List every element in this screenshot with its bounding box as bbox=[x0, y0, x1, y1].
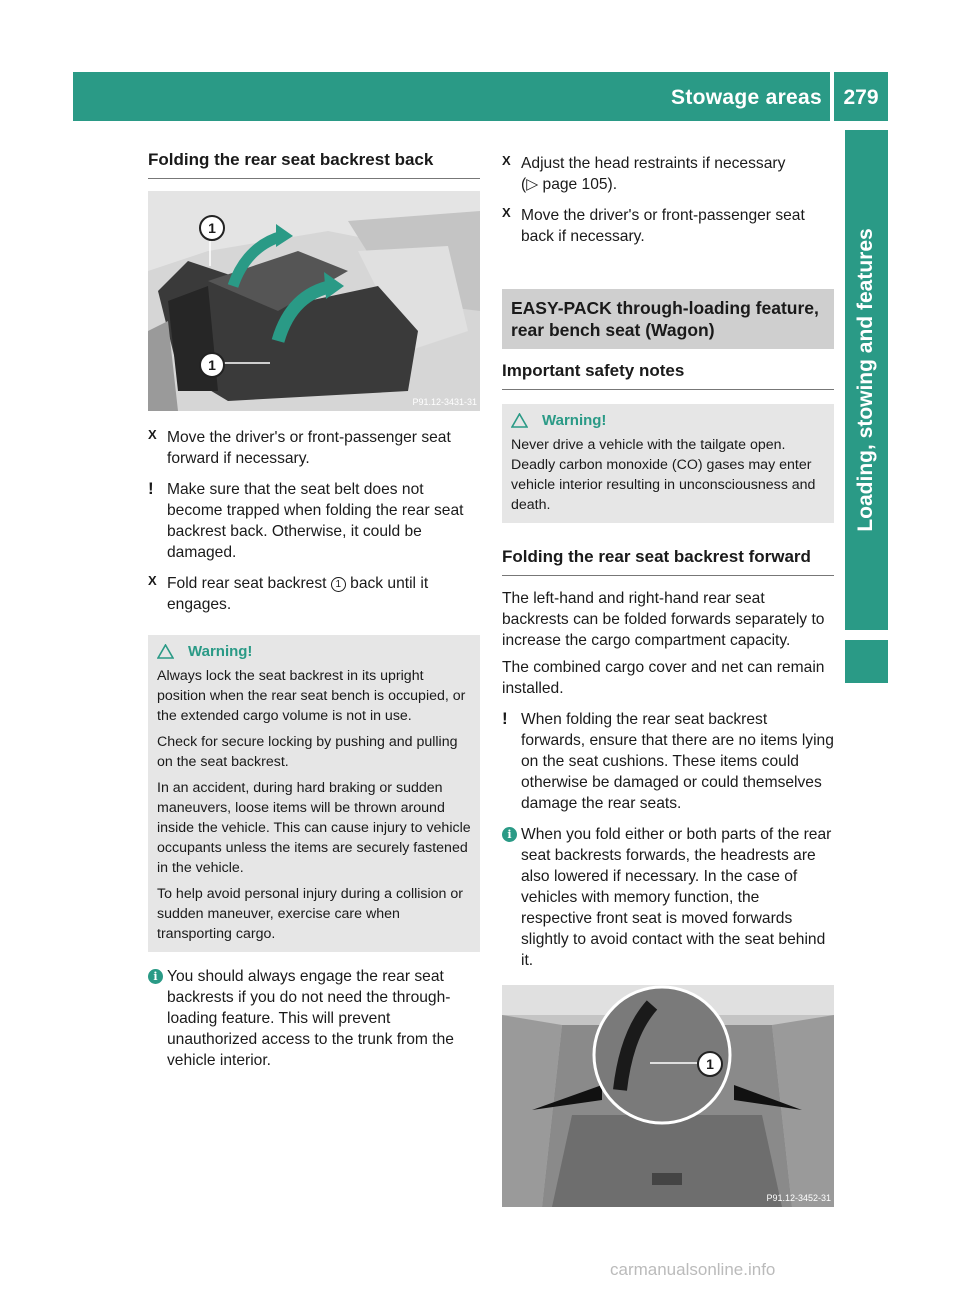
paragraph: The combined cargo cover and net can remain installed. bbox=[502, 659, 825, 697]
warning-box bbox=[148, 635, 480, 952]
note-seat-cushions bbox=[502, 709, 834, 814]
info-icon: i bbox=[148, 969, 163, 984]
warning-text: Check for secure locking by pushing and pulling on the seat backrest. bbox=[157, 734, 458, 770]
note-text: When folding the rear seat backrest forwards, ensure that there are no items lying on the seat cushions. These items could otherwise be damaged or could themselves damage the rear seats. bbox=[521, 711, 834, 812]
figure-code: P91.12-3452-31 bbox=[766, 1193, 831, 1203]
step-marker: X bbox=[502, 153, 511, 168]
info-headrests bbox=[502, 824, 834, 971]
step-text: Fold rear seat backrest 1 back until it engages. bbox=[167, 575, 429, 613]
chapter-marker bbox=[845, 640, 888, 683]
section-title: EASY-PACK through-loading feature, rear bench seat (Wagon) bbox=[511, 298, 819, 340]
cargo-compartment-illustration bbox=[502, 985, 834, 1207]
safety-heading: Important safety notes bbox=[502, 361, 834, 390]
step-text: Move the driver's or front-passenger seat forward if necessary. bbox=[167, 429, 451, 467]
warning-triangle-icon bbox=[511, 413, 528, 428]
warning-heading: Warning! bbox=[157, 643, 472, 660]
info-engage-backrests bbox=[148, 966, 480, 1071]
watermark: carmanualsonline.info bbox=[610, 1260, 776, 1279]
callout-ref: 1 bbox=[331, 577, 346, 592]
page-number: 279 bbox=[843, 86, 879, 109]
step-text: Adjust the head restraints if necessary (▷ page 105). bbox=[521, 155, 786, 193]
section-title-box bbox=[502, 289, 834, 349]
callout-1-bottom: 1 bbox=[199, 352, 225, 378]
step-move-seat-back bbox=[502, 205, 834, 247]
seat-backrest-illustration bbox=[148, 191, 480, 411]
right-column bbox=[502, 153, 834, 1207]
chapter-title: Loading, stowing and features bbox=[854, 228, 877, 532]
callout-1-top: 1 bbox=[199, 215, 225, 241]
step-text: Move the driver's or front-passenger seat back if necessary. bbox=[521, 207, 805, 245]
fold-forward-heading: Folding the rear seat backrest forward bbox=[502, 547, 834, 576]
figure-code: P91.12-3431-31 bbox=[412, 397, 477, 407]
step-marker: X bbox=[502, 205, 511, 220]
figure-cargo-release bbox=[502, 985, 834, 1207]
warning-text: Never drive a vehicle with the tailgate open. Deadly carbon monoxide (CO) gases may enter vehicle interior resulting in unconsciousness and death. bbox=[511, 437, 816, 513]
step-fold-backrest bbox=[148, 573, 480, 615]
info-text: When you fold either or both parts of the rear seat backrests forwards, the headrests are also lowered if necessary. In the case of vehicles with memory function, the respective front seat is moved forwards slightly to avoid contact with the seat behind it. bbox=[521, 826, 832, 969]
info-text: You should always engage the rear seat backrests if you do not need the through-loading feature. This will prevent unauthorized access to the trunk from the vehicle interior. bbox=[167, 968, 454, 1069]
step-marker: X bbox=[148, 573, 157, 588]
left-column bbox=[148, 150, 480, 1071]
warning-text: Always lock the seat backrest in its upright position when the rear seat bench is occupied, or the extended cargo volume is not in use. bbox=[157, 668, 466, 724]
paragraph: The left-hand and right-hand rear seat backrests can be folded forwards separately to increase the cargo compartment capacity. bbox=[502, 590, 825, 649]
warning-triangle-icon bbox=[157, 644, 174, 659]
info-icon: i bbox=[502, 827, 517, 842]
note-seat-belt bbox=[148, 479, 480, 563]
figure-seat-backrest bbox=[148, 191, 480, 411]
note-icon: ! bbox=[502, 709, 508, 728]
step-adjust-head-restraints bbox=[502, 153, 834, 195]
step-move-seat-forward bbox=[148, 427, 480, 469]
callout-1: 1 bbox=[697, 1051, 723, 1077]
note-text: Make sure that the seat belt does not become trapped when folding the rear seat backrest back. Otherwise, it could be damaged. bbox=[167, 481, 464, 561]
step-marker: X bbox=[148, 427, 157, 442]
warning-box bbox=[502, 404, 834, 523]
section-heading: Folding the rear seat backrest back bbox=[148, 150, 480, 179]
note-icon: ! bbox=[148, 479, 154, 498]
section-title: Stowage areas bbox=[671, 86, 822, 109]
warning-text: In an accident, during hard braking or sudden maneuvers, loose items will be thrown around inside the vehicle. This can cause injury to vehicle occupants unless the items are securely fastened in the vehicle. bbox=[157, 780, 471, 876]
warning-heading: Warning! bbox=[511, 412, 826, 429]
warning-text: To help avoid personal injury during a collision or sudden maneuver, exercise care when transporting cargo. bbox=[157, 886, 463, 942]
